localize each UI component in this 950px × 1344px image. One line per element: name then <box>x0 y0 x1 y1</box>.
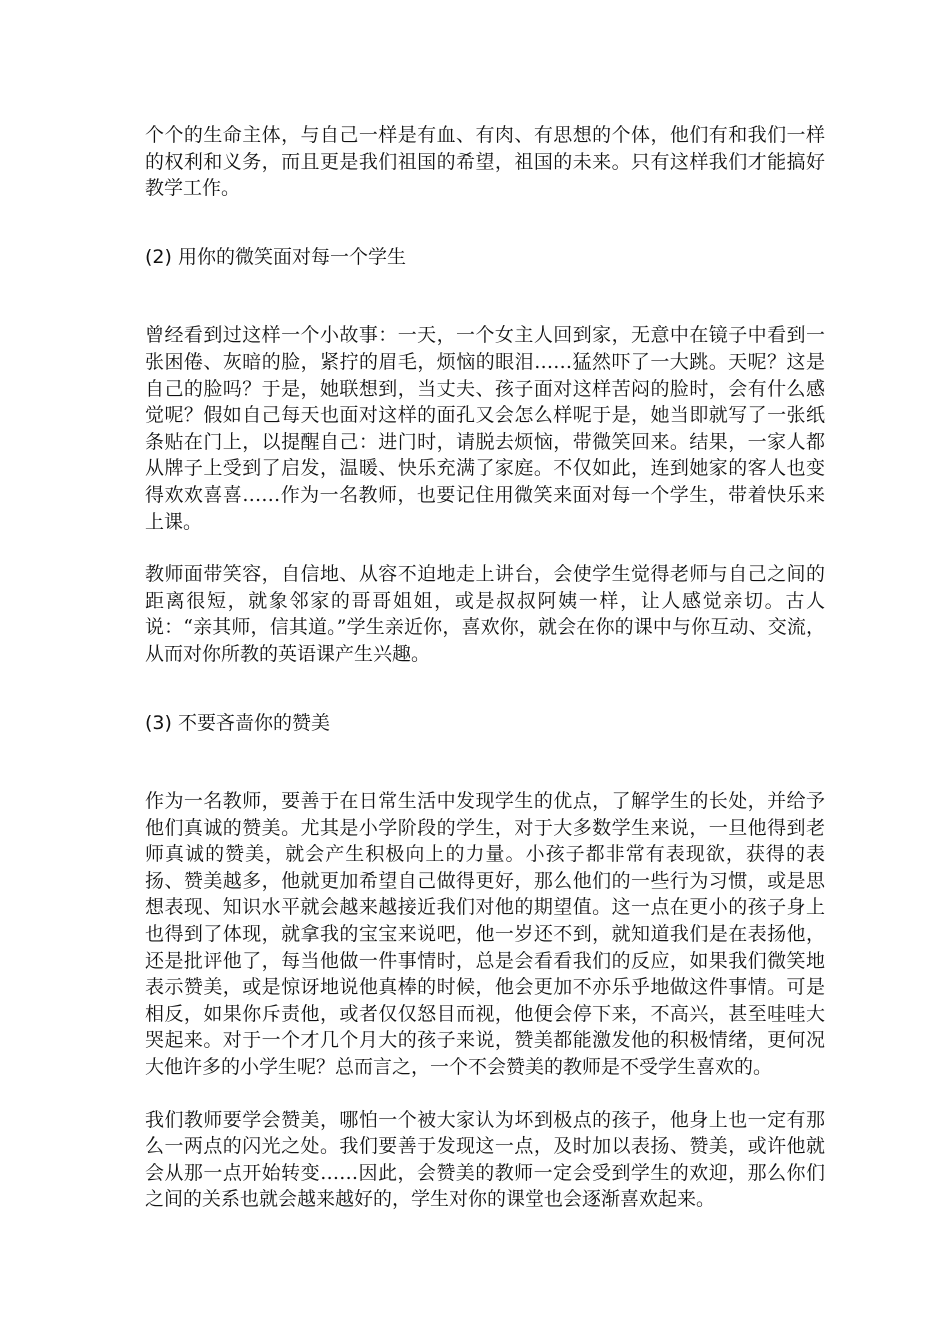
section-heading-2 <box>145 244 825 271</box>
section-number: (3) <box>145 711 172 734</box>
paragraph-story: 曾经看到过这样一个小故事：一天，一个女主人回到家，无意中在镜子中看到一张困倦、灰暗的脸，紧拧的眉毛，烦恼的眼泪……猛然吓了一大跳。天呢？这是自己的脸吗？于是，她联想到，当丈夫、孩子面对这样苦闷的脸时，会有什么感觉呢？假如自己每天也面对这样的面孔又会怎么样呢于是，她当即就写了一张纸条贴在门上，以提醒自己：进门时，请脱去烦恼，带微笑回来。结果，一家人都从牌子上受到了启发，温暖、快乐充满了家庭。不仅如此，连到她家的客人也变得欢欢喜喜……作为一名教师，也要记住用微笑来面对每一个学生，带着快乐来上课。 <box>145 324 825 533</box>
section-number: (2) <box>145 245 172 268</box>
paragraph-praise: 作为一名教师，要善于在日常生活中发现学生的优点，了解学生的长处，并给予他们真诚的赞美。尤其是小学阶段的学生，对于大多数学生来说，一旦他得到老师真诚的赞美，就会产生积极向上的力量。小孩子都非常有表现欲，获得的表扬、赞美越多，他就更加希望自己做得更好，那么他们的一些行为习惯，或是思想表现、知识水平就会越来越接近我们对他的期望值。这一点在更小的孩子身上也得到了体现，就拿我的宝宝来说吧，他一岁还不到，就知道我们是在表扬他，还是批评他了，每当他做一件事情时，总是会看看我们的反应，如果我们微笑地表示赞美，或是惊讶地说他真棒的时候，他会更加不亦乐乎地做这件事情。可是相反，如果你斥责他，或者仅仅怒目而视，他便会停下来，不高兴，甚至哇哇大哭起来。对于一个才几个月大的孩子来说，赞美都能激发他的积极情绪，更何况大他许多的小学生呢？总而言之，一个不会赞美的教师是不受学生喜欢的。 <box>145 790 825 1079</box>
paragraph-conclusion: 我们教师要学会赞美，哪怕一个被大家认为坏到极点的孩子，他身上也一定有那么一两点的闪光之处。我们要善于发现这一点，及时加以表扬、赞美，或许他就会从那一点开始转变……因此，会赞美的教师一定会受到学生的欢迎，那么你们之间的关系也就会越来越好的，学生对你的课堂也会逐渐喜欢起来。 <box>145 1108 825 1211</box>
document-page <box>145 122 825 1239</box>
section-title: 不要吝啬你的赞美 <box>171 711 330 734</box>
paragraph-intro: 个个的生命主体，与自己一样是有血、有肉、有思想的个体，他们有和我们一样的权利和义务，而且更是我们祖国的希望，祖国的未来。只有这样我们才能搞好教学工作。 <box>145 124 825 200</box>
section-title: 用你的微笑面对每一个学生 <box>171 245 406 268</box>
section-heading-3 <box>145 710 825 737</box>
paragraph-smile: 教师面带笑容，自信地、从容不迫地走上讲台，会使学生觉得老师与自己之间的距离很短，就象邻家的哥哥姐姐，或是叔叔阿姨一样，让人感觉亲切。古人说：“亲其师，信其道。”学生亲近你，喜欢你，就会在你的课中与你互动、交流，从而对你所教的英语课产生兴趣。 <box>145 563 825 665</box>
